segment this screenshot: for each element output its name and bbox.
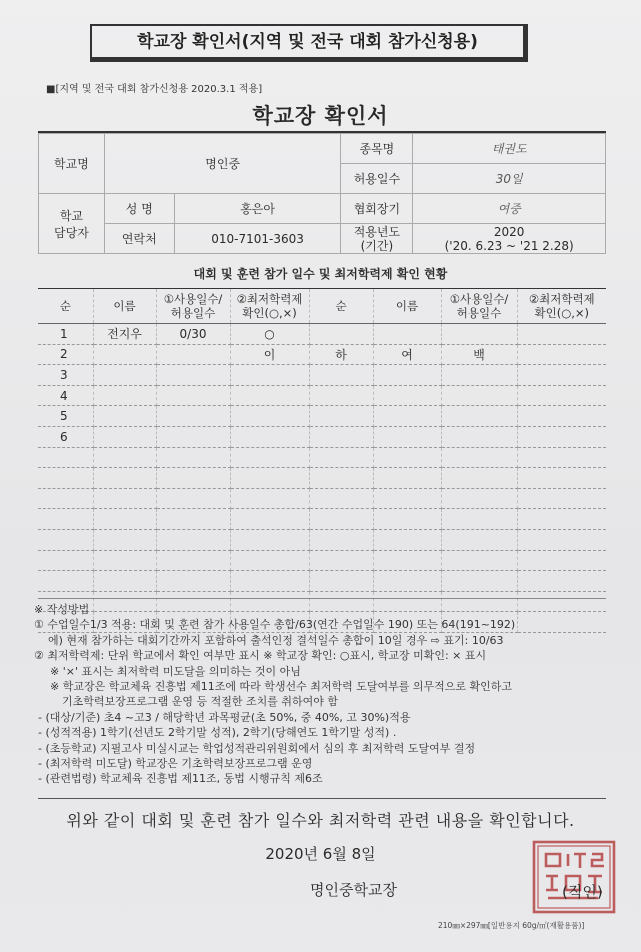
table-row [38,529,606,550]
period-label: 적용년도 (기간) [341,224,413,254]
school-name-label: 학교명 [39,134,105,194]
col-no-2: 순 [309,289,373,324]
allowed-days-value: 30일 [413,164,606,194]
note-line: ※ 학교장은 학교체육 진흥법 제11조에 따라 학생선수 최저학력 도달여부를 의무적으로 확인하고 [50,680,512,694]
col-name-2: 이름 [373,289,441,324]
participation-table [38,288,606,633]
document-title: 학교장 확인서 [252,104,389,128]
note-line: - (최저학력 미도달) 학교장은 기초학력보장프로그램 운영 [38,757,313,771]
table-row [38,571,606,592]
table-header [38,289,606,324]
instructions [34,602,624,787]
contact-label: 연락처 [104,224,174,254]
note-line: - (관련법령) 학교체육 진흥법 제11조, 동법 시행규칙 제6조 [38,772,323,786]
contact-value: 010-7101-3603 [174,224,341,254]
issue-date: 2020년 6월 8일 [265,845,376,863]
form-subtitle: ■[지역 및 전국 대회 참가신청용 2020.3.1 적용] [46,84,263,95]
confirmation-text: 위와 같이 대회 및 훈련 참가 일수와 최저학력 관련 내용을 확인합니다. [66,811,575,830]
note-line: ② 최저학력제: 단위 학교에서 확인 여부만 표시 ※ 학교장 확인: ○표시, 학교장 미확인: × 표시 [34,649,487,663]
note-line: 기초학력보장프로그램 운영 등 적절한 조치를 취하여야 함 [62,695,339,709]
teacher-name-value: 홍은아 [174,194,341,224]
table-row: 4 [38,385,606,406]
assoc-value: 여중 [413,194,606,224]
table-row: 6 [38,426,606,447]
note-line: - (대상/기준) 초4 ~고3 / 해당학년 과목평균(초 50%, 중 40%, 고 30%)적용 [38,710,411,724]
note-line: ① 수업일수1/3 적용: 대회 및 훈련 참가 사용일수 총합/63(연간 수업일수 190) 또는 64(191~192) [34,618,516,632]
col-min-2: ②최저학력제 확인(○,×) [517,289,606,324]
notes-bottom-rule [38,798,606,799]
table-row: 5 [38,406,606,427]
paper-spec: 210㎜×297㎜[일반용지 60g/㎡(재활용품)] [438,921,585,930]
table-row [38,550,606,571]
col-days: ①사용일수/ 허용일수 [156,289,230,324]
form-banner: 학교장 확인서(지역 및 전국 대회 참가신청용) [90,24,528,62]
sport-value: 태권도 [413,134,606,164]
table-row: 1 전지우 0/30 ○ [38,324,606,345]
table-row [38,488,606,509]
table-row [38,447,606,468]
table-bottom-rule [38,598,606,599]
seal-label: (직인) [562,883,603,901]
school-seal-stamp [528,836,620,918]
table-row: 3 [38,365,606,386]
note-line: 에) 현재 참가하는 대회기간까지 포함하여 출석인정 결석일수 총합이 10일 경우 ⇨ 표기: 10/63 [48,633,504,647]
notes-heading: ※ 작성방법 [34,603,90,616]
col-min: ②최저학력제 확인(○,×) [230,289,309,324]
col-name: 이름 [93,289,156,324]
note-line: - (성적적용) 1학기(선년도 2학기말 성적), 2학기(당해연도 1학기말 성적) . [38,726,397,740]
teacher-label: 학교 담당자 [39,194,105,254]
col-days-2: ①사용일수/ 허용일수 [441,289,517,324]
allowed-days-label: 허용일수 [341,164,413,194]
col-no: 순 [38,289,93,324]
table-row [38,509,606,530]
period-value: 2020 ('20. 6.23 ~ '21 2.28) [413,224,606,254]
note-line: - (초등학교) 지필고사 미실시교는 학업성적관리위원회에서 심의 후 최저학력 도달여부 결정 [38,741,476,755]
table-row: 2 이 하 여 백 [38,344,606,365]
principal-signature: 명인중학교장 [310,881,397,899]
teacher-name-label: 성 명 [104,194,174,224]
sport-label: 종목명 [341,134,413,164]
table-row [38,468,606,489]
assoc-label: 협회장기 [341,194,413,224]
note-line: ※ '×' 표시는 최저학력 미도달을 의미하는 것이 아님 [50,664,301,678]
school-info-table [38,133,606,254]
section-title: 대회 및 훈련 참가 일수 및 최저학력제 확인 현황 [193,267,448,281]
school-name-value: 명인중 [104,134,341,194]
